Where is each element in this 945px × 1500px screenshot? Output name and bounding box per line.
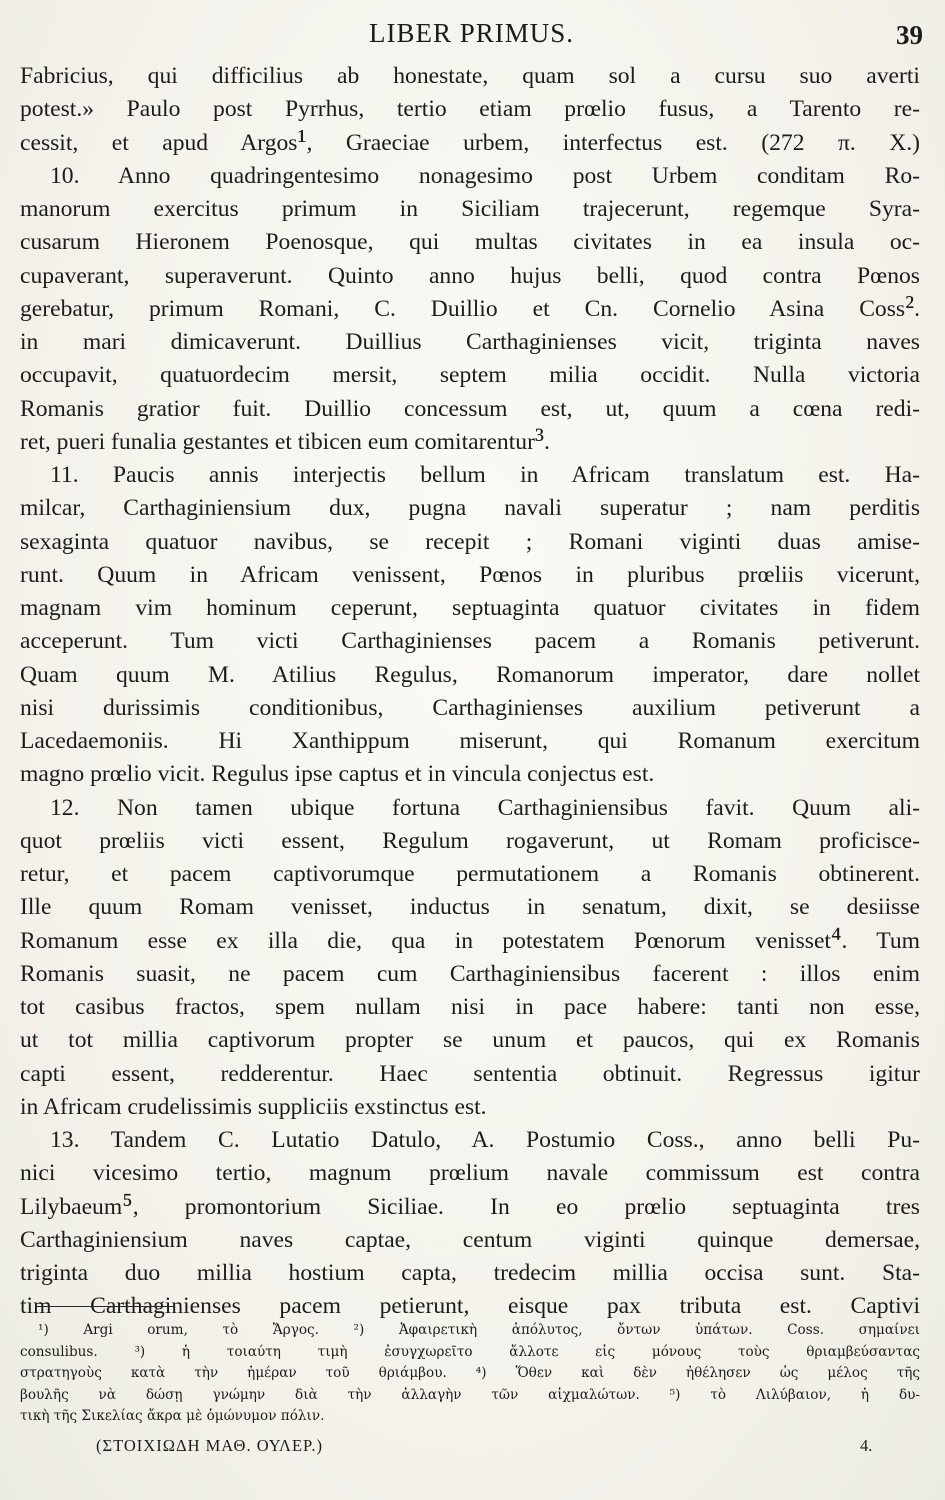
text-line: ret, pueri funalia gestantes et tibicen eum comitarentur³. (20, 422, 550, 456)
footnote-line: τικὴ τῆς Σικελίας ἄκρα μὲ ὁμώνυμον πόλιν. (20, 1408, 325, 1424)
text-line: magnam vim hominum ceperunt, septuaginta quatuor civitates in fidem (20, 595, 920, 621)
text-line: occupavit, quatuordecim mersit, septem milia occidit. Nulla victoria (20, 362, 920, 389)
text-line: Lilybaeum⁵, promontorium Siciliae. In eo prœlio septuaginta tres (20, 1187, 920, 1221)
footnote-line: βουλῆς νὰ δώσῃ γνώμην διὰ τὴν ἀλλαγὴν τῶν αἰχμαλώτων. ⁵) τὸ Λιλύβαιον, ἡ δυ- (20, 1386, 920, 1403)
text-line: sexaginta quatuor navibus, se recepit ; Romani viginti duas amise- (20, 528, 920, 555)
text-line: quot prœliis victi essent, Regulum rogaverunt, ut Romam proficisce- (20, 827, 920, 854)
text-line: in mari dimicaverunt. Duillius Carthaginienses vicit, triginta naves (20, 329, 920, 355)
text-line: Romanis suasit, ne pacem cum Carthaginiensibus facerent : illos enim (20, 960, 920, 987)
text-line: Lacedaemoniis. Hi Xanthippum miserunt, qui Romanum exercitum (20, 728, 920, 754)
text-line: Fabricius, qui difficilius ab honestate, quam sol a cursu suo averti (20, 63, 920, 89)
text-line: nici vicesimo tertio, magnum prœlium navale commissum est contra (20, 1160, 920, 1187)
text-line: Romanum esse ex illa die, qua in potestatem Pœnorum venisset⁴. Tum (20, 921, 920, 955)
text-line: acceperunt. Tum victi Carthaginienses pacem a Romanis petiverunt. (20, 628, 920, 655)
text-line: gerebatur, primum Romani, C. Duillio et Cn. Cornelio Asina Coss². (20, 289, 920, 323)
text-line: tot casibus fractos, spem nullam nisi in pace habere: tanti non esse, (20, 994, 920, 1020)
text-line: potest.» Paulo post Pyrrhus, tertio etiam prœlio fusus, a Tarento re- (20, 96, 920, 123)
text-line: retur, et pacem captivorumque permutationem a Romanis obtinerent. (20, 861, 920, 887)
footnote-line: consulibus. ³) ἡ τοιαύτη τιμὴ ἐσυγχωρεῖτο ἄλλοτε εἰς μόνους τοὺς θριαμβεύσαντας (20, 1343, 920, 1360)
printer-signature: (ΣΤΟΙΧΙΩΔΗ ΜΑΘ. ΟΥΛΕΡ.) (96, 1436, 324, 1455)
footnote-divider (36, 1306, 174, 1307)
text-line: cessit, et apud Argos¹, Graeciae urbem, interfectus est. (272 π. X.) (20, 123, 920, 157)
text-line: milcar, Carthaginiensium dux, pugna navali superatur ; nam perditis (20, 495, 920, 522)
text-line: cusarum Hieronem Poenosque, qui multas civitates in ea insula oc- (20, 229, 920, 256)
printer-signature-line (20, 1436, 920, 1464)
page-number: 39 (896, 20, 923, 50)
text-line: Carthaginiensium naves captae, centum viginti quinque demersae, (20, 1226, 920, 1253)
text-line: runt. Quum in Africam venissent, Pœnos in pluribus prœliis vicerunt, (20, 561, 920, 588)
footnote-line: ¹) Argi orum, τὸ Ἄργος. ²) Ἀφαιρετικὴ ἀπόλυτος, ὄντων ὑπάτων. Coss. σημαίνει (38, 1322, 920, 1338)
body-text (20, 60, 920, 1324)
text-line: capti essent, redderentur. Haec sententia obtinuit. Regressus igitur (20, 1060, 920, 1087)
signature-number: 4. (860, 1436, 873, 1455)
text-line: magno prœlio vicit. Regulus ipse captus et in vincula conjectus est. (20, 761, 655, 788)
text-line: ut tot millia captivorum propter se unum et paucos, qui ex Romanis (20, 1027, 920, 1054)
text-line: Romanis gratior fuit. Duillio concessum est, ut, quum a cœna redi- (20, 395, 920, 422)
text-line: cupaverant, superaverunt. Quinto anno hujus belli, quod contra Pœnos (20, 262, 920, 289)
text-line: nisi durissimis conditionibus, Carthaginienses auxilium petiverunt a (20, 694, 920, 721)
text-line: manorum exercitus primum in Siciliam trajecerunt, regemque Syra- (20, 196, 920, 222)
paragraph-start-12: 12. Non tamen ubique fortuna Carthaginiensibus favit. Quum ali- (50, 794, 920, 821)
paragraph-start-10: 10. Anno quadringentesimo nonagesimo post Urbem conditam Ro- (50, 162, 920, 189)
footnotes (20, 1320, 920, 1428)
footnote-line: στρατηγοὺς κατὰ τὴν ἡμέραν τοῦ θριάμβου. ⁴) Ὅθεν καὶ δὲν ἠθέλησεν ὡς μέλος τῆς (20, 1365, 920, 1381)
page-header (20, 12, 923, 56)
paragraph-start-11: 11. Paucis annis interjectis bellum in Africam translatum est. Ha- (50, 462, 920, 488)
paragraph-start-13: 13. Tandem C. Lutatio Datulo, A. Postumio Coss., anno belli Pu- (50, 1127, 920, 1153)
text-line: tim Carthaginienses pacem petierunt, eisque pax tributa est. Captivi (20, 1293, 920, 1320)
running-title: LIBER PRIMUS. (368, 18, 575, 48)
text-line: Quam quum M. Atilius Regulus, Romanorum imperator, dare nollet (20, 661, 920, 688)
text-line: in Africam crudelissimis suppliciis exstinctus est. (20, 1093, 487, 1120)
text-line: triginta duo millia hostium capta, tredecim millia occisa sunt. Sta- (20, 1260, 920, 1286)
text-line: Ille quum Romam venisset, inductus in senatum, dixit, se desiisse (20, 894, 920, 921)
